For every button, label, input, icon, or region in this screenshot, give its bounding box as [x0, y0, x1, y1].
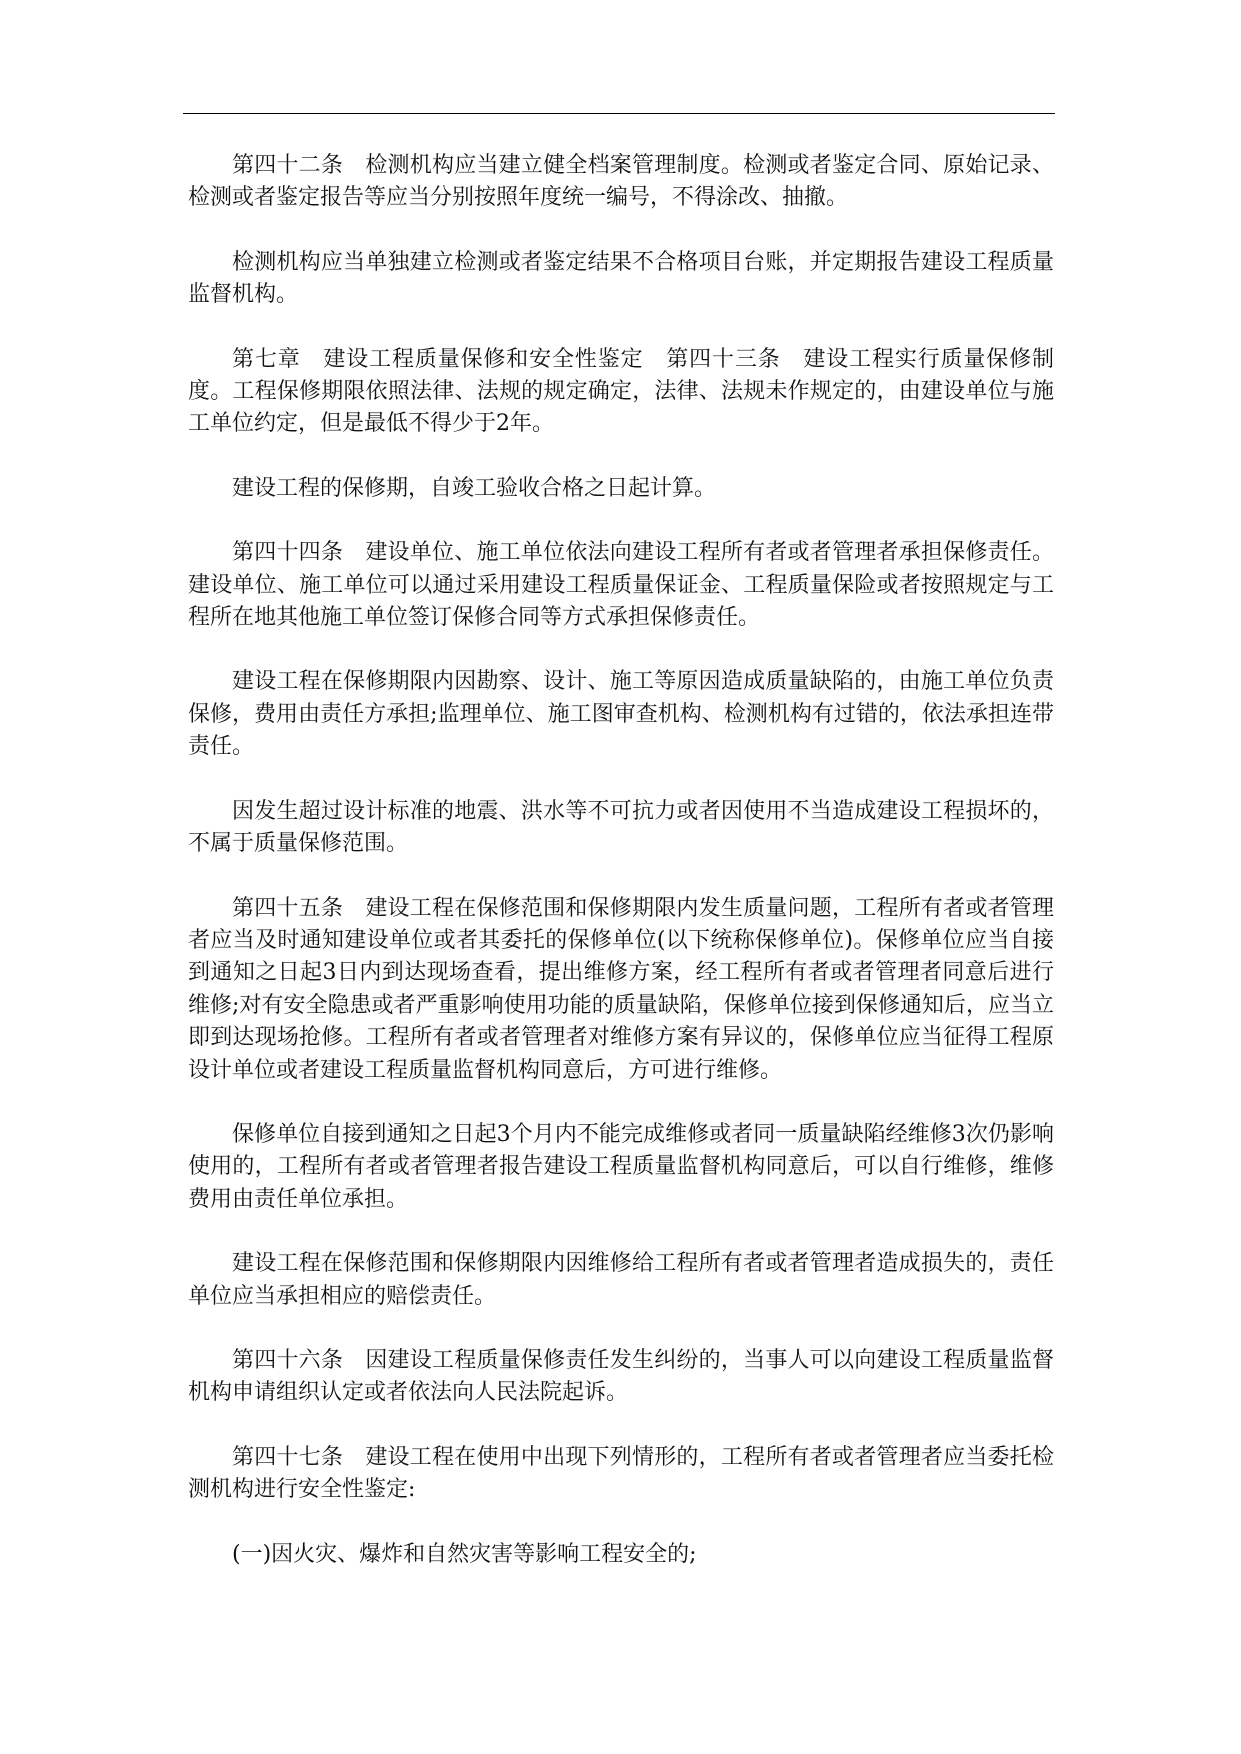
paragraph-warranty-period-start: 建设工程的保修期，自竣工验收合格之日起计算。 [232, 475, 717, 501]
paragraph-article-46: 第四十六条 因建设工程质量保修责任发生纠纷的，当事人可以向建设工程质量监督机构申请组织认定或者依法向人民法院起诉。 [188, 1347, 1054, 1406]
paragraph-compensation: 建设工程在保修范围和保修期限内因维修给工程所有者或者管理者造成损失的，责任单位应当承担相应的赔偿责任。 [188, 1251, 1054, 1309]
paragraph-article-44: 第四十四条 建设单位、施工单位依法向建设工程所有者或者管理者承担保修责任。建设单位、施工单位可以通过采用建设工程质量保证金、工程质量保险或者按照规定与工程所在地其他施工单位签订保修合同等方式承担保修责任。 [188, 540, 1054, 631]
paragraph-defect-responsibility: 建设工程在保修期限内因勘察、设计、施工等原因造成质量缺陷的，由施工单位负责保修，费用由责任方承担;监理单位、施工图审查机构、检测机构有过错的，依法承担连带责任。 [188, 669, 1054, 760]
paragraph-unqualified-ledger: 检测机构应当单独建立检测或者鉴定结果不合格项目台账，并定期报告建设工程质量监督机构。 [188, 249, 1054, 308]
paragraph-force-majeure: 因发生超过设计标准的地震、洪水等不可抗力或者因使用不当造成建设工程损坏的，不属于质量保修范围。 [188, 798, 1054, 857]
document-body [188, 150, 1054, 1603]
paragraph-chapter-7-article-43: 第七章 建设工程质量保修和安全性鉴定 第四十三条 建设工程实行质量保修制度。工程保修期限依照法律、法规的规定确定，法律、法规未作规定的，由建设单位与施工单位约定，但是最低不得少于2年。 [188, 346, 1054, 437]
paragraph-article-45: 第四十五条 建设工程在保修范围和保修期限内发生质量问题，工程所有者或者管理者应当及时通知建设单位或者其委托的保修单位(以下统称保修单位)。保修单位应当自接到通知之日起3日内到达现场查看，提出维修方案，经工程所有者或者管理者同意后进行维修;对有安全隐患或者严重影响使用功能的质量缺陷，保修单位接到保修通知后，应当立即到达现场抢修。工程所有者或者管理者对维修方案有异议的，保修单位应当征得工程原设计单位或者建设工程质量监督机构同意后，方可进行维修。 [188, 895, 1054, 1083]
paragraph-item-1: (一)因火灾、爆炸和自然灾害等影响工程安全的; [232, 1541, 697, 1567]
paragraph-self-repair: 保修单位自接到通知之日起3个月内不能完成维修或者同一质量缺陷经维修3次仍影响使用的，工程所有者或者管理者报告建设工程质量监督机构同意后，可以自行维修，维修费用由责任单位承担。 [188, 1121, 1054, 1212]
paragraph-article-42: 第四十二条 检测机构应当建立健全档案管理制度。检测或者鉴定合同、原始记录、检测或者鉴定报告等应当分别按照年度统一编号，不得涂改、抽撤。 [188, 153, 1054, 211]
header-rule [183, 113, 1055, 114]
paragraph-article-47: 第四十七条 建设工程在使用中出现下列情形的，工程所有者或者管理者应当委托检测机构进行安全性鉴定: [188, 1444, 1054, 1503]
